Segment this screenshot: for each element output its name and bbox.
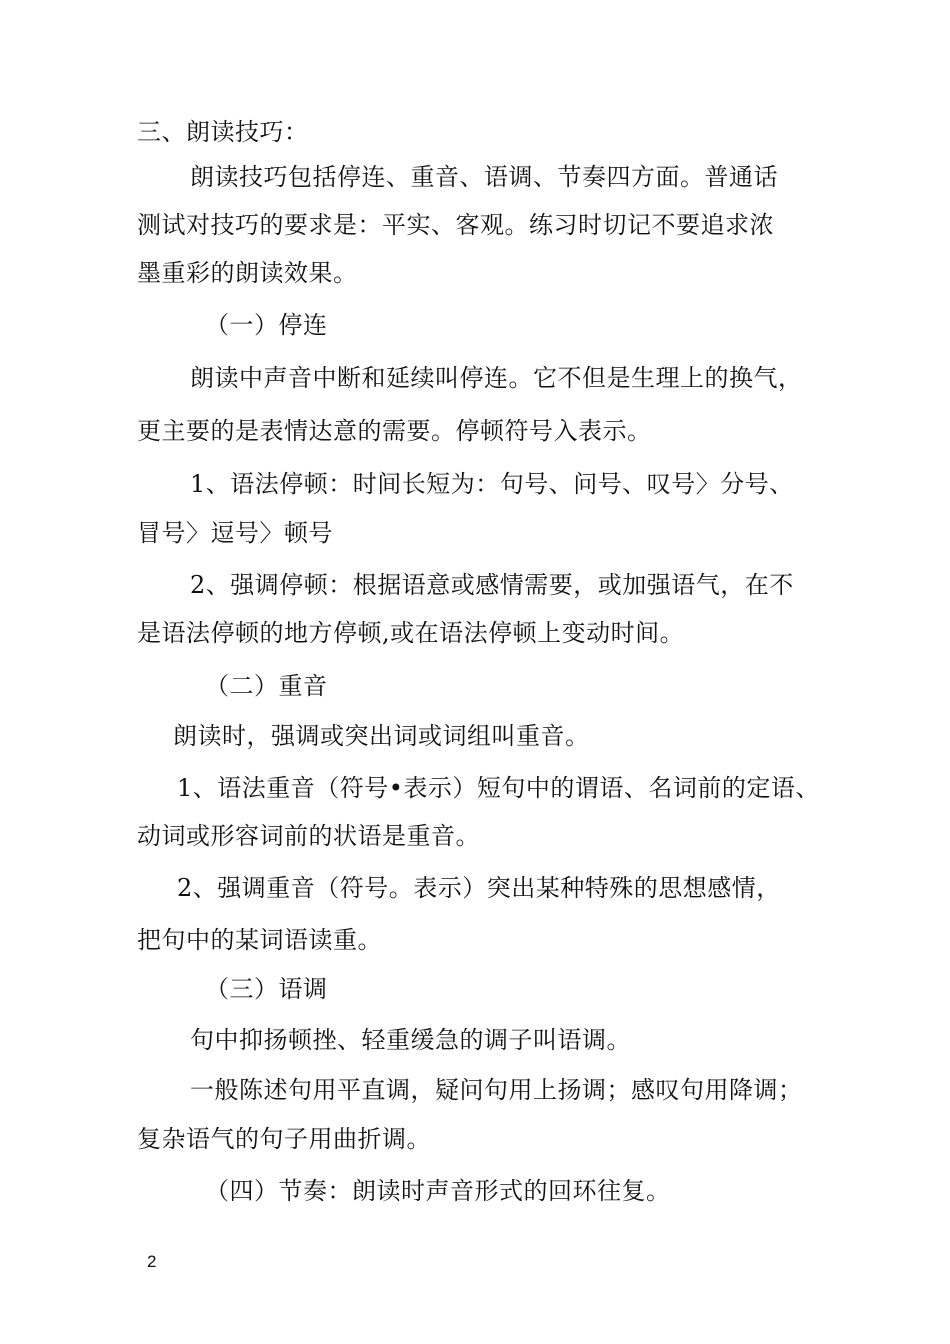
- paragraph-line: 一般陈述句用平直调，疑问句用上扬调；感叹句用降调；: [190, 1076, 803, 1104]
- paragraph-line: 朗读时，强调或突出词或词组叫重音。: [173, 722, 590, 750]
- page-number: 2: [147, 1252, 157, 1271]
- subsection-heading: （四）节奏：朗读时声音形式的回环往复。: [205, 1177, 671, 1205]
- section-heading: 三、朗读技巧：: [137, 118, 309, 146]
- paragraph-line: 1、语法重音（符号•表示）短句中的谓语、名词前的定语、: [177, 774, 820, 802]
- paragraph-line: 1、语法停顿：时间长短为：句号、问号、叹号〉分号、: [190, 470, 794, 498]
- paragraph-line: 墨重彩的朗读效果。: [137, 259, 358, 287]
- subsection-heading: （三）语调: [205, 975, 328, 1003]
- subsection-heading: （一）停连: [205, 311, 328, 339]
- paragraph-line: 动词或形容词前的状语是重音。: [137, 822, 480, 850]
- paragraph-line: 测试对技巧的要求是：平实、客观。练习时切记不要追求浓: [137, 211, 774, 239]
- paragraph-line: 朗读中声音中断和延续叫停连。它不但是生理上的换气，: [190, 364, 803, 392]
- subsection-heading: （二）重音: [205, 672, 328, 700]
- paragraph-line: 冒号〉逗号〉顿号: [137, 519, 333, 547]
- paragraph-line: 2、强调重音（符号。表示）突出某种特殊的思想感情，: [177, 874, 781, 902]
- paragraph-line: 复杂语气的句子用曲折调。: [137, 1125, 431, 1153]
- paragraph-line: 朗读技巧包括停连、重音、语调、节奏四方面。普通话: [190, 163, 778, 191]
- paragraph-line: 句中抑扬顿挫、轻重缓急的调子叫语调。: [190, 1026, 631, 1054]
- paragraph-line: 更主要的是表情达意的需要。停顿符号入表示。: [137, 417, 652, 445]
- paragraph-line: 把句中的某词语读重。: [137, 926, 382, 954]
- paragraph-line: 是语法停顿的地方停顿,或在语法停顿上变动时间。: [137, 619, 685, 647]
- paragraph-line: 2、强调停顿：根据语意或感情需要，或加强语气，在不: [190, 571, 794, 599]
